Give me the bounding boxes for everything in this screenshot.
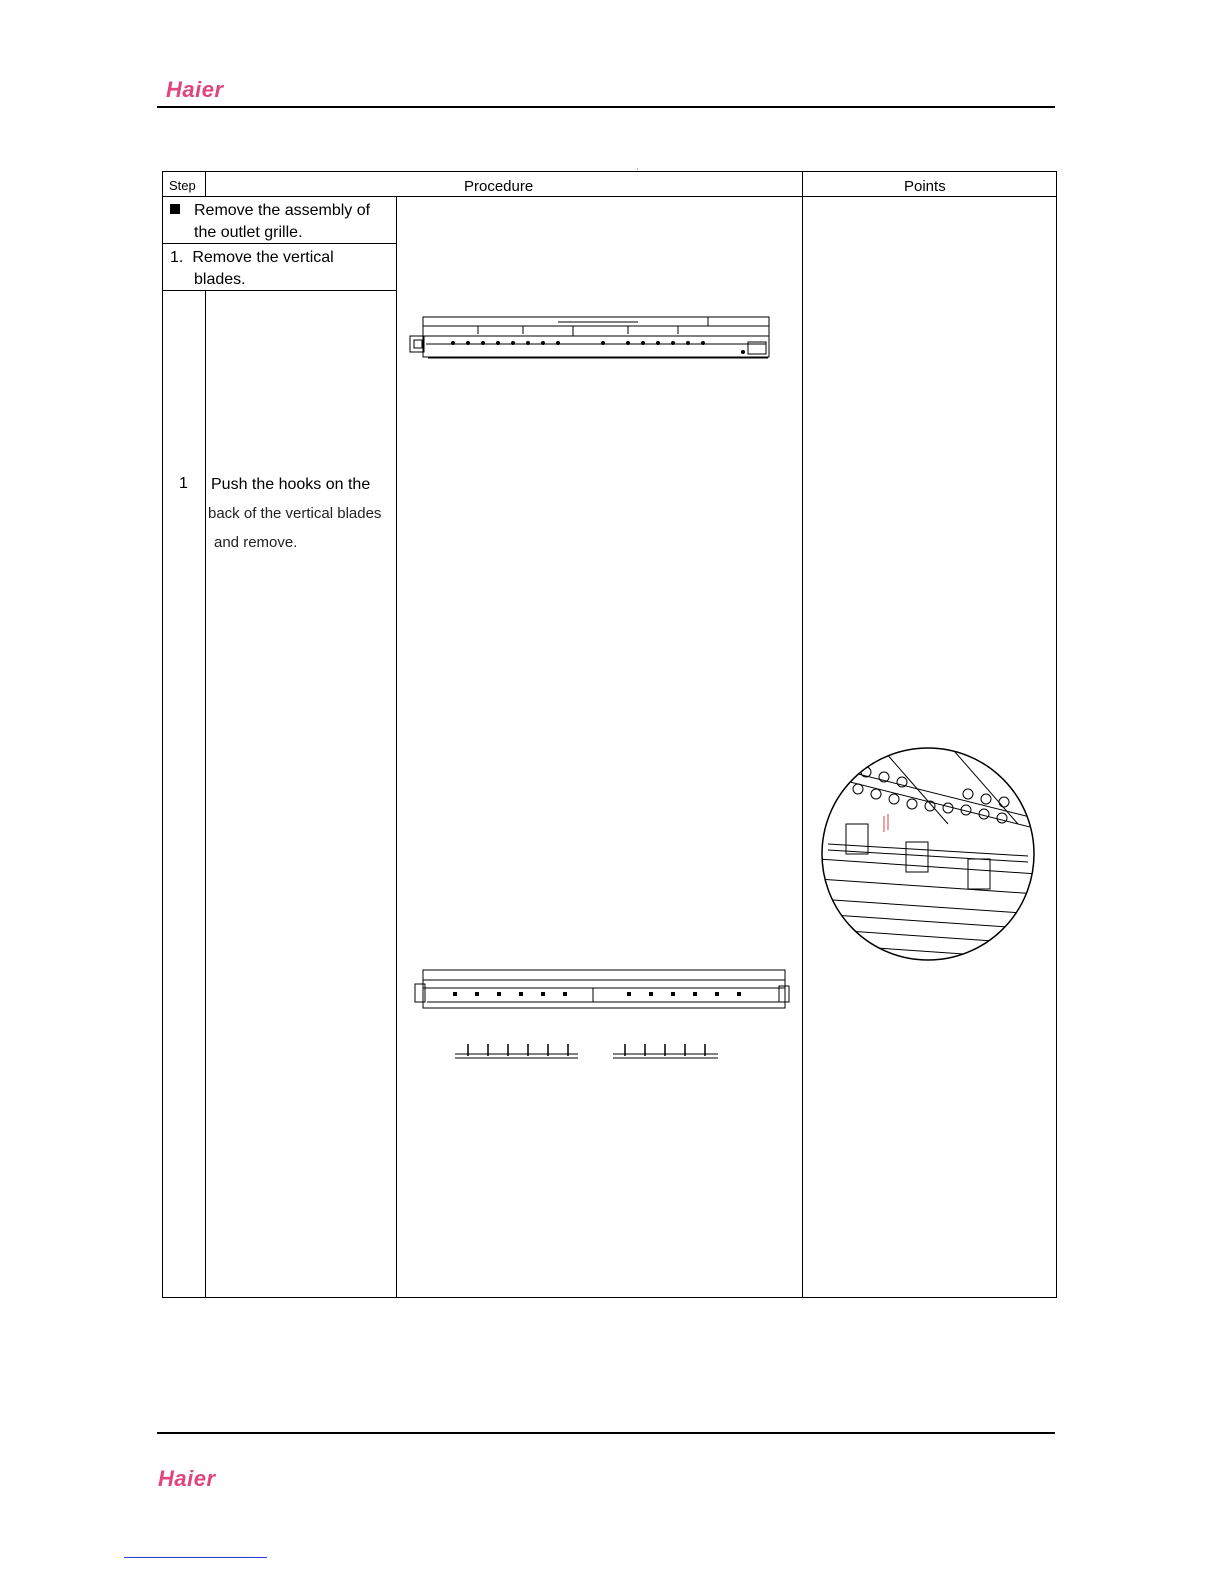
table-border-top xyxy=(162,171,1057,172)
table-border-left xyxy=(162,171,163,1298)
points-col-line xyxy=(802,171,803,1298)
haier-logo-top: Haier xyxy=(166,77,224,102)
procedure-header: Procedure xyxy=(464,178,534,195)
subsection-title: 1. Remove the vertical blades. xyxy=(170,249,334,288)
step-text-line2: back of the vertical blades xyxy=(208,505,382,522)
grille-with-removed-blades-drawing xyxy=(413,966,793,1066)
blade-hook-closeup-illustration xyxy=(818,744,1038,964)
footer-rule xyxy=(157,1432,1055,1434)
step-text-line3: and remove. xyxy=(214,534,298,551)
header-separator xyxy=(162,196,1057,197)
step-col-line xyxy=(205,290,206,1298)
points-header: Points xyxy=(904,178,946,195)
table-border-bottom xyxy=(162,1297,1057,1298)
section-title: Remove the assembly of the outlet grille. xyxy=(170,200,395,244)
header-rule xyxy=(157,106,1055,108)
step-col-line-header xyxy=(205,171,206,197)
table-border-right xyxy=(1056,171,1057,1298)
stray-mark: ˌ xyxy=(636,160,639,170)
outlet-grille-assembly-drawing xyxy=(408,314,778,364)
procedure-col-line xyxy=(396,196,397,1298)
step-number: 1 xyxy=(179,475,188,492)
square-bullet-icon xyxy=(170,204,180,214)
step-text-line1: Push the hooks on the xyxy=(211,476,371,493)
step-header: Step xyxy=(169,178,196,193)
haier-logo-bottom: Haier xyxy=(158,1466,216,1491)
footer-link-underline[interactable] xyxy=(124,1557,267,1558)
